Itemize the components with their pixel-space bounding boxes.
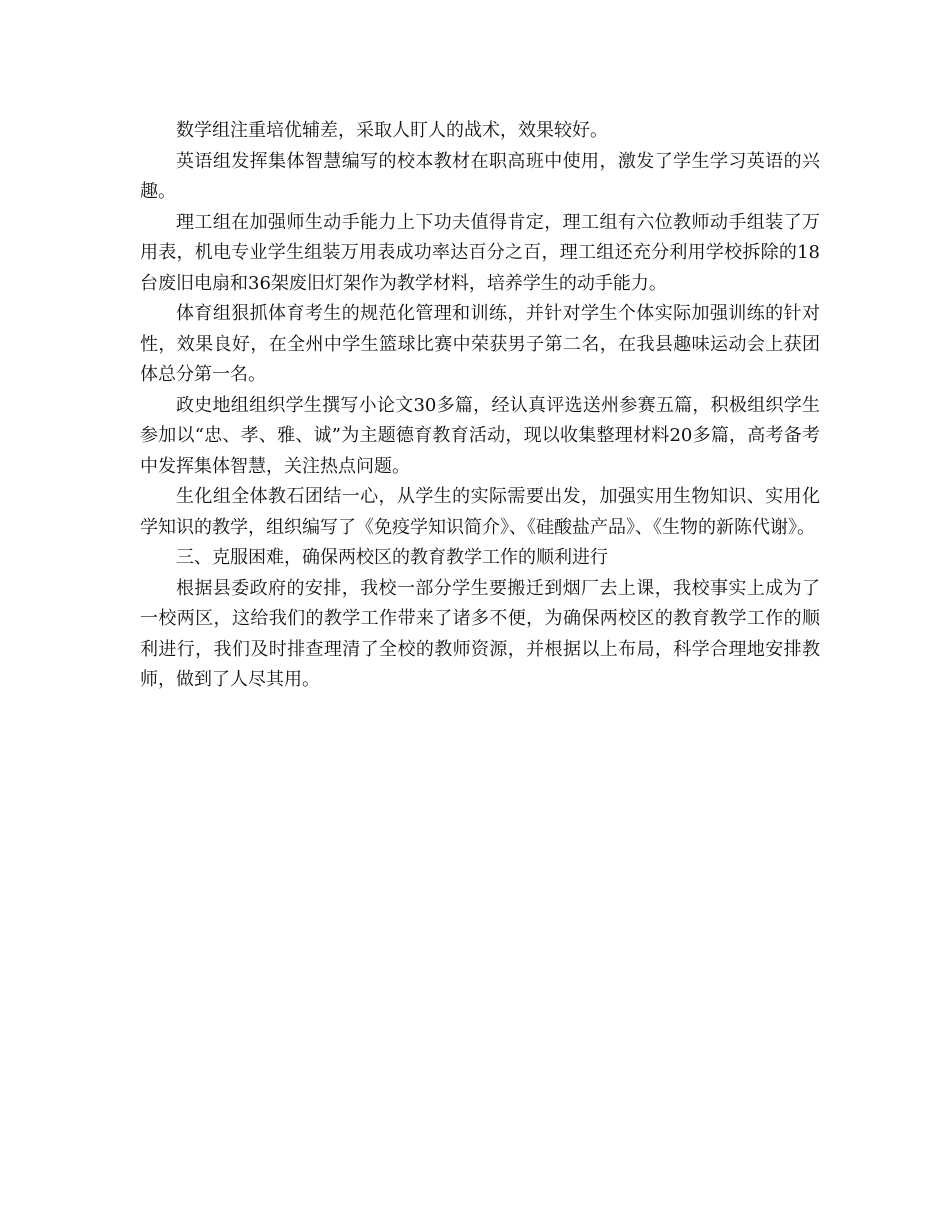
document-page [140, 116, 820, 696]
paragraph-pe-group: 体育组狠抓体育考生的规范化管理和训练，并针对学生个体实际加强训练的针对性，效果良好，在全州中学生篮球比赛中荣获男子第二名，在我县趣味运动会上获团体总分第一名。 [140, 303, 820, 385]
paragraph-biology-chemistry-group: 生化组全体教石团结一心，从学生的实际需要出发，加强实用生物知识、实用化学知识的教学，组织编写了《免疫学知识简介》、《硅酸盐产品》、《生物的新陈代谢》。 [140, 486, 820, 538]
paragraph-science-engineering-group: 理工组在加强师生动手能力上下功夫值得肯定，理工组有六位教师动手组装了万用表，机电专业学生组装万用表成功率达百分之百，理工组还充分利用学校拆除的18台废旧电扇和36架废旧灯架作为教学材料，培养学生的动手能力。 [140, 211, 820, 294]
paragraph-english-group: 英语组发挥集体智慧编写的校本教材在职高班中使用，激发了学生学习英语的兴趣。 [140, 150, 820, 202]
section-heading-three: 三、克服困难，确保两校区的教育教学工作的顺利进行 [176, 547, 608, 568]
paragraph-math-group: 数学组注重培优辅差，采取人盯人的战术，效果较好。 [176, 120, 608, 141]
paragraph-politics-history-geography-group: 政史地组组织学生撰写小论文30多篇，经认真评选送州参赛五篇，积极组织学生参加以“忠、孝、雅、诚”为主题德育教育活动，现以收集整理材料20多篇，高考备考中发挥集体智慧，关注热点问题。 [140, 394, 820, 477]
paragraph-two-campus-arrangement: 根据县委政府的安排，我校一部分学生要搬迁到烟厂去上课，我校事实上成为了一校两区，这给我们的教学工作带来了诸多不便，为确保两校区的教育教学工作的顺利进行，我们及时排查理清了全校的教师资源，并根据以上布局，科学合理地安排教师，做到了人尽其用。 [140, 577, 820, 690]
